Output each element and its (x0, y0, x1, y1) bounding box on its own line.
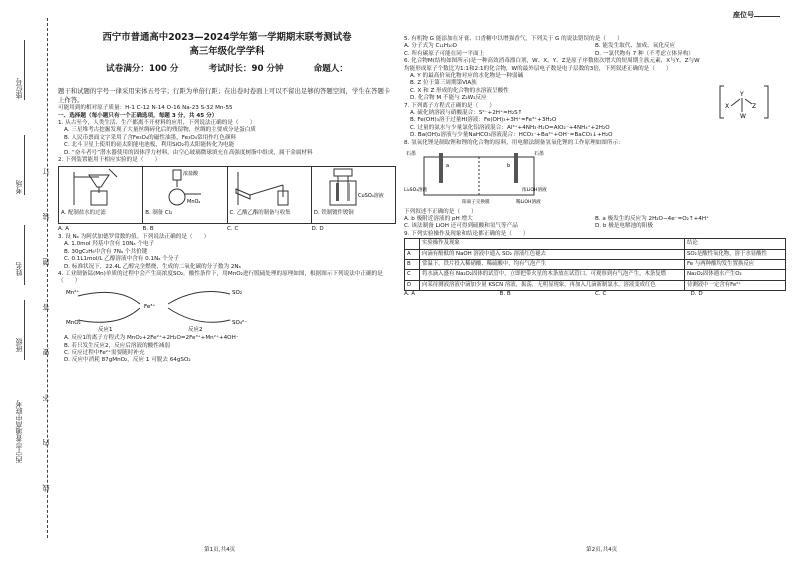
table-cell: 常温下，铁片投入稀硝酸、稀硫酸中，均有气泡产生 (420, 259, 685, 269)
option: A. b 极附近溶液的 pH 增大 (404, 215, 473, 222)
chlorine-figure (143, 167, 223, 207)
option: D. 一氯代物有 7 种（不考虑立体异构） (595, 50, 694, 57)
option: C. 0.1L1mol/L 乙醇溶液中含有 0.1Nₐ 个分子 (64, 256, 180, 263)
membrane-label: 阳离子交换膜 (462, 200, 490, 206)
svg-text:CuSO₄溶液: CuSO₄溶液 (357, 193, 384, 200)
binding-line (24, 40, 25, 100)
exam-notice: 题干和试题的字号一律采用宋体五号字；行距为单倍行距；在出卷时卷面上可以不留出足够的答题空间，学生在答题卡上作答。 (58, 87, 391, 105)
option: A. 分子式为 C₁₁H₁₀O (404, 43, 457, 50)
so2-label: SO₂ (232, 289, 243, 296)
option: B. 30gC₂H₆中含有 7Nₐ 个共价键 (64, 248, 148, 255)
atom-x: X (725, 103, 730, 111)
section-heading: 一、选择题（每小题只有一个正确选项，每题 3 分，共 45 分） (58, 112, 218, 119)
outlet-label: 浓LiOH溶液 (522, 188, 547, 194)
apparatus-b (143, 167, 227, 223)
apparatus-d (312, 167, 395, 223)
mn2-label: Mn²⁺ (66, 289, 80, 296)
option: C. 反应过程中Fe²⁺需要随时补充 (64, 349, 145, 356)
so4-label: SO₄²⁻ (232, 319, 248, 326)
apparatus-caption: B. 制备 Cl₂ (145, 209, 173, 216)
exam-title: 西宁市普通高中2023—2024学年第一学期期末联考测试卷 (102, 32, 352, 43)
exam-subtitle: 高三年级化学学科 (189, 46, 265, 58)
question-stem: 7. 下列离子方程式正确的是（ ） (404, 102, 496, 109)
option: C. C (595, 291, 607, 298)
apparatus-table (58, 166, 396, 224)
atom-w: W (740, 113, 746, 121)
option: D. 化合物 M 不能与 Z₂W₂反应 (410, 95, 487, 102)
plating-figure (312, 167, 392, 207)
atom-y: Y (740, 91, 744, 99)
atom-z: Z (752, 103, 757, 111)
exam-meta (58, 63, 396, 74)
svg-text:MnO₂: MnO₂ (187, 199, 201, 206)
page-footer-right: 第2页,共4页 (586, 547, 618, 553)
option: D. D (690, 291, 703, 298)
right-inlet-label: 稀LiOH溶液 (516, 200, 541, 206)
class-label: 班级 (15, 338, 23, 352)
table-cell: Fe 与两种酸均发生置换反应 (685, 259, 786, 269)
options-grid (404, 216, 786, 231)
apparatus-c (228, 167, 312, 223)
table-cell: B (405, 259, 420, 269)
option: B. B (499, 291, 511, 298)
electrode-b-label: b (507, 163, 511, 170)
apparatus-a (59, 167, 143, 223)
right-electrode-label: 石墨 (534, 151, 545, 158)
atomic-masses: 可能用到的相对原子质量：H-1 C-12 N-14 O-16 Na-23 S-32 Mn-55 (58, 105, 233, 112)
question-2-options (58, 226, 396, 233)
option: C. C (227, 226, 239, 233)
exam-duration: 考试时长：90 分钟 (208, 63, 284, 74)
option: B. a 极发生的反应为 2H₂O−4e⁻=O₂↑+4H⁺ (595, 215, 710, 222)
option: D. 反应中消耗 87gMnO₂，反应 1 可脱去 64gSO₂ (64, 357, 191, 364)
svg-text:浓盐酸: 浓盐酸 (183, 171, 199, 178)
reaction1-label: 反应1 (98, 326, 113, 332)
left-electrode-label: 石墨 (406, 151, 417, 158)
question-stem: 8. 氢氧化锂是制取锂和锂的化合物的原料，用电解法制备氢氧化锂的工作原理如图所示： (404, 139, 624, 146)
option: B. 能发生取代、加成、氧化反应 (595, 43, 676, 50)
option: C. X 和 Z 形成的化合物的水溶液呈酸性 (410, 87, 509, 94)
question-2 (58, 157, 396, 234)
option: D. 标准状况下，22.4L 乙醇完全燃烧，生成的二氧化碳的分子数为 2Nₐ (64, 263, 241, 270)
option: B. 若只发生反应2，反应后溶液的酸性减弱 (64, 342, 171, 349)
seat-label: 座位号 (15, 78, 23, 99)
exam-author: 命题人： (313, 63, 348, 74)
option: B. Z 位于第三周期第ⅥA族 (410, 80, 477, 87)
binding-line (24, 135, 25, 195)
table-row (405, 249, 786, 259)
table-cell: SO₂是酸性氧化物，溶于水显酸性 (685, 249, 786, 259)
experiment-table (404, 238, 786, 291)
table-cell: Na₂O₂固体遇水产生O₂ (685, 270, 786, 280)
binding-line (24, 300, 25, 360)
option: A. 1.0mol 羟基中含有 10Nₐ 个电子 (64, 241, 155, 248)
question-stem: 1. 从古至今，人类生活、生产都离不开材料的应用，下列说法正确的是（ ） (58, 120, 256, 127)
question-stem: 9. 下列实验操作及现象和结论都正确的是（ ） (404, 230, 529, 237)
question-9 (404, 231, 786, 299)
binding-line (24, 225, 25, 285)
question-8-options (404, 209, 786, 231)
table-header: 实验操作及现象 (420, 239, 685, 249)
question-4 (58, 271, 396, 365)
question-5-options (404, 43, 786, 58)
option: B. 人民币票面文字采用了含Fe₃O₄的磁性油墨，Fe₃O₄常用作红色颜料 (64, 134, 237, 141)
exam-room-label: 考场 (15, 180, 23, 194)
option: D. D (311, 226, 324, 233)
table-cell: 向某待测液溶液中滴加少量 KSCN 溶液，振荡，无明显现象，再加入几滴新制氯水，溶液变成红色 (420, 280, 685, 290)
table-cell: A (405, 249, 420, 259)
seat-number-label: 座位号 (733, 11, 754, 19)
option: D. “奋斗者号”潜水器使用的固体浮力材料，由空心玻璃微球填充在高强度树脂中组成，属于金属材料 (64, 149, 313, 156)
apparatus-caption: D. 铁制镀件镀铜 (313, 209, 354, 216)
seat-number (733, 10, 780, 20)
option: C. 所有碳原子可能在同一平面上 (404, 50, 485, 57)
school-label: 西宁市普通高中联考 (15, 400, 23, 463)
table-cell: C (405, 270, 420, 280)
table-cell: 将水滴入盛有 Na₂O₂固体的试管中，立即把带火星的木条放在试管口，可观察到有气泡产生，木条复燃 (420, 270, 685, 280)
electrode-a-label: a (446, 163, 450, 170)
option: C. 该法制备 LiOH 还可得到硫酸和氢气等产品 (404, 223, 518, 230)
ester-figure (228, 167, 308, 207)
name-label: 姓名 (15, 262, 23, 276)
question-3 (58, 234, 396, 271)
option: A. Y 的最高价氧化物对应的水化物是一种弱碱 (410, 73, 524, 80)
question-1 (58, 120, 396, 157)
option: B. Fe(OH)₃溶于过量HI溶液：Fe(OH)₃+3H⁺=Fe³⁺+3H₂O (410, 117, 557, 124)
table-cell: 待测液中一定含有Fe²⁺ (685, 280, 786, 290)
option: B. B (142, 226, 154, 233)
table-header-row (405, 239, 786, 249)
left-column (58, 8, 396, 365)
binding-margin (0, 0, 52, 561)
page-footer-left: 第1页,共4页 (204, 547, 236, 553)
table-row (405, 280, 786, 290)
apparatus-caption: C. 乙酸乙酯的制备与收集 (229, 209, 291, 216)
question-stem: 3. 设 Nₐ 为阿伏加德罗常数的值。下列说法正确的是（ ） (58, 233, 210, 240)
question-5 (404, 36, 786, 58)
question-stem: 下列叙述不正确的是（ ） (404, 208, 477, 215)
seat-number-blank (754, 16, 780, 17)
mno2-cycle-diagram (58, 286, 258, 332)
option: A. A (404, 291, 416, 298)
electrolysis-cell-diagram (404, 147, 554, 205)
option: D. Ba(OH)₂溶液与少量NaHCO₃溶液混合：HCO₃⁻+Ba²⁺+OH⁻=BaCO₃↓+H₂O (410, 132, 613, 139)
table-cell: D (405, 280, 420, 290)
fe3-label: Fe³⁺ (144, 303, 156, 310)
filtration-figure (59, 167, 139, 207)
compound-m-structure (710, 82, 780, 122)
table-header (405, 239, 420, 249)
option: A. A (58, 226, 70, 233)
option: C. 北斗卫星上使用的硅太阳能电池板，利用SiO₂将太阳能转化为电能 (64, 142, 235, 149)
left-inlet-label: Li₂SO₄溶液 (404, 188, 428, 194)
option: D. b 极是电解池的阳极 (595, 223, 653, 230)
option: A. 三星堆考古挖掘发现了大量丝绸碎化后的残留物，丝绸的主要成分是蛋白质 (64, 127, 256, 134)
table-row (405, 270, 786, 280)
question-stem: 5. 有机物 G 能添加在牙膏、口香糖中以增强香气，下列关于 G 的说法错误的是（ ） (404, 36, 623, 42)
no-answer-warning: 线 内 不 要 答 题 装 订 (42, 150, 50, 492)
question-9-options (404, 291, 786, 298)
option: A. 反应1的离子方程式为 MnO₂+2Fe²⁺+2H₂O=2Fe³⁺+Mn²⁺+4OH⁻ (64, 335, 239, 342)
question-stem: 6. 化合物M(结构如图所示)是一种高效消毒漂白剂，W、X、Y、Z是原子序数依次增大的短周期主族元素，X与Y、Z与W均能形成原子个数比为1:1和2:1的化合物，W的最外层电子数是电子层数的3倍，下列叙述正确的是（ ） (404, 58, 700, 72)
right-column (404, 36, 786, 299)
apparatus-caption: A. 配制盐水的过滤 (61, 209, 106, 216)
question-stem: 4. 工业制备锰(Mn)单质的过程中会产生高浓度SO₂。酸性条件下，用MnO₂进行脱硫处理的原理如图，根据图示下列说法中正确的是（ ） (58, 270, 383, 285)
table-cell: 向滴有酚酞的 NaOH 溶液中通入 SO₂ 溶液红色褪去 (420, 249, 685, 259)
table-header: 结论 (685, 239, 786, 249)
total-score: 试卷满分：100 分 (106, 63, 179, 74)
option: C. 过量的氨水与少量氯化铝溶液混合：Al³⁺+4NH₃·H₂O=AlO₂⁻+4NH₄⁺+2H₂O (410, 124, 610, 131)
mno2-label: MnO₂ (66, 319, 81, 326)
option: A. 硫化钠溶液与硝酸混合：S²⁻+2H⁺=H₂S↑ (410, 110, 523, 117)
question-8 (404, 140, 786, 209)
question-stem: 2. 下列装置能用于相应实验的是（ ） (58, 157, 161, 164)
reaction2-label: 反应2 (188, 326, 203, 332)
table-row (405, 259, 786, 269)
